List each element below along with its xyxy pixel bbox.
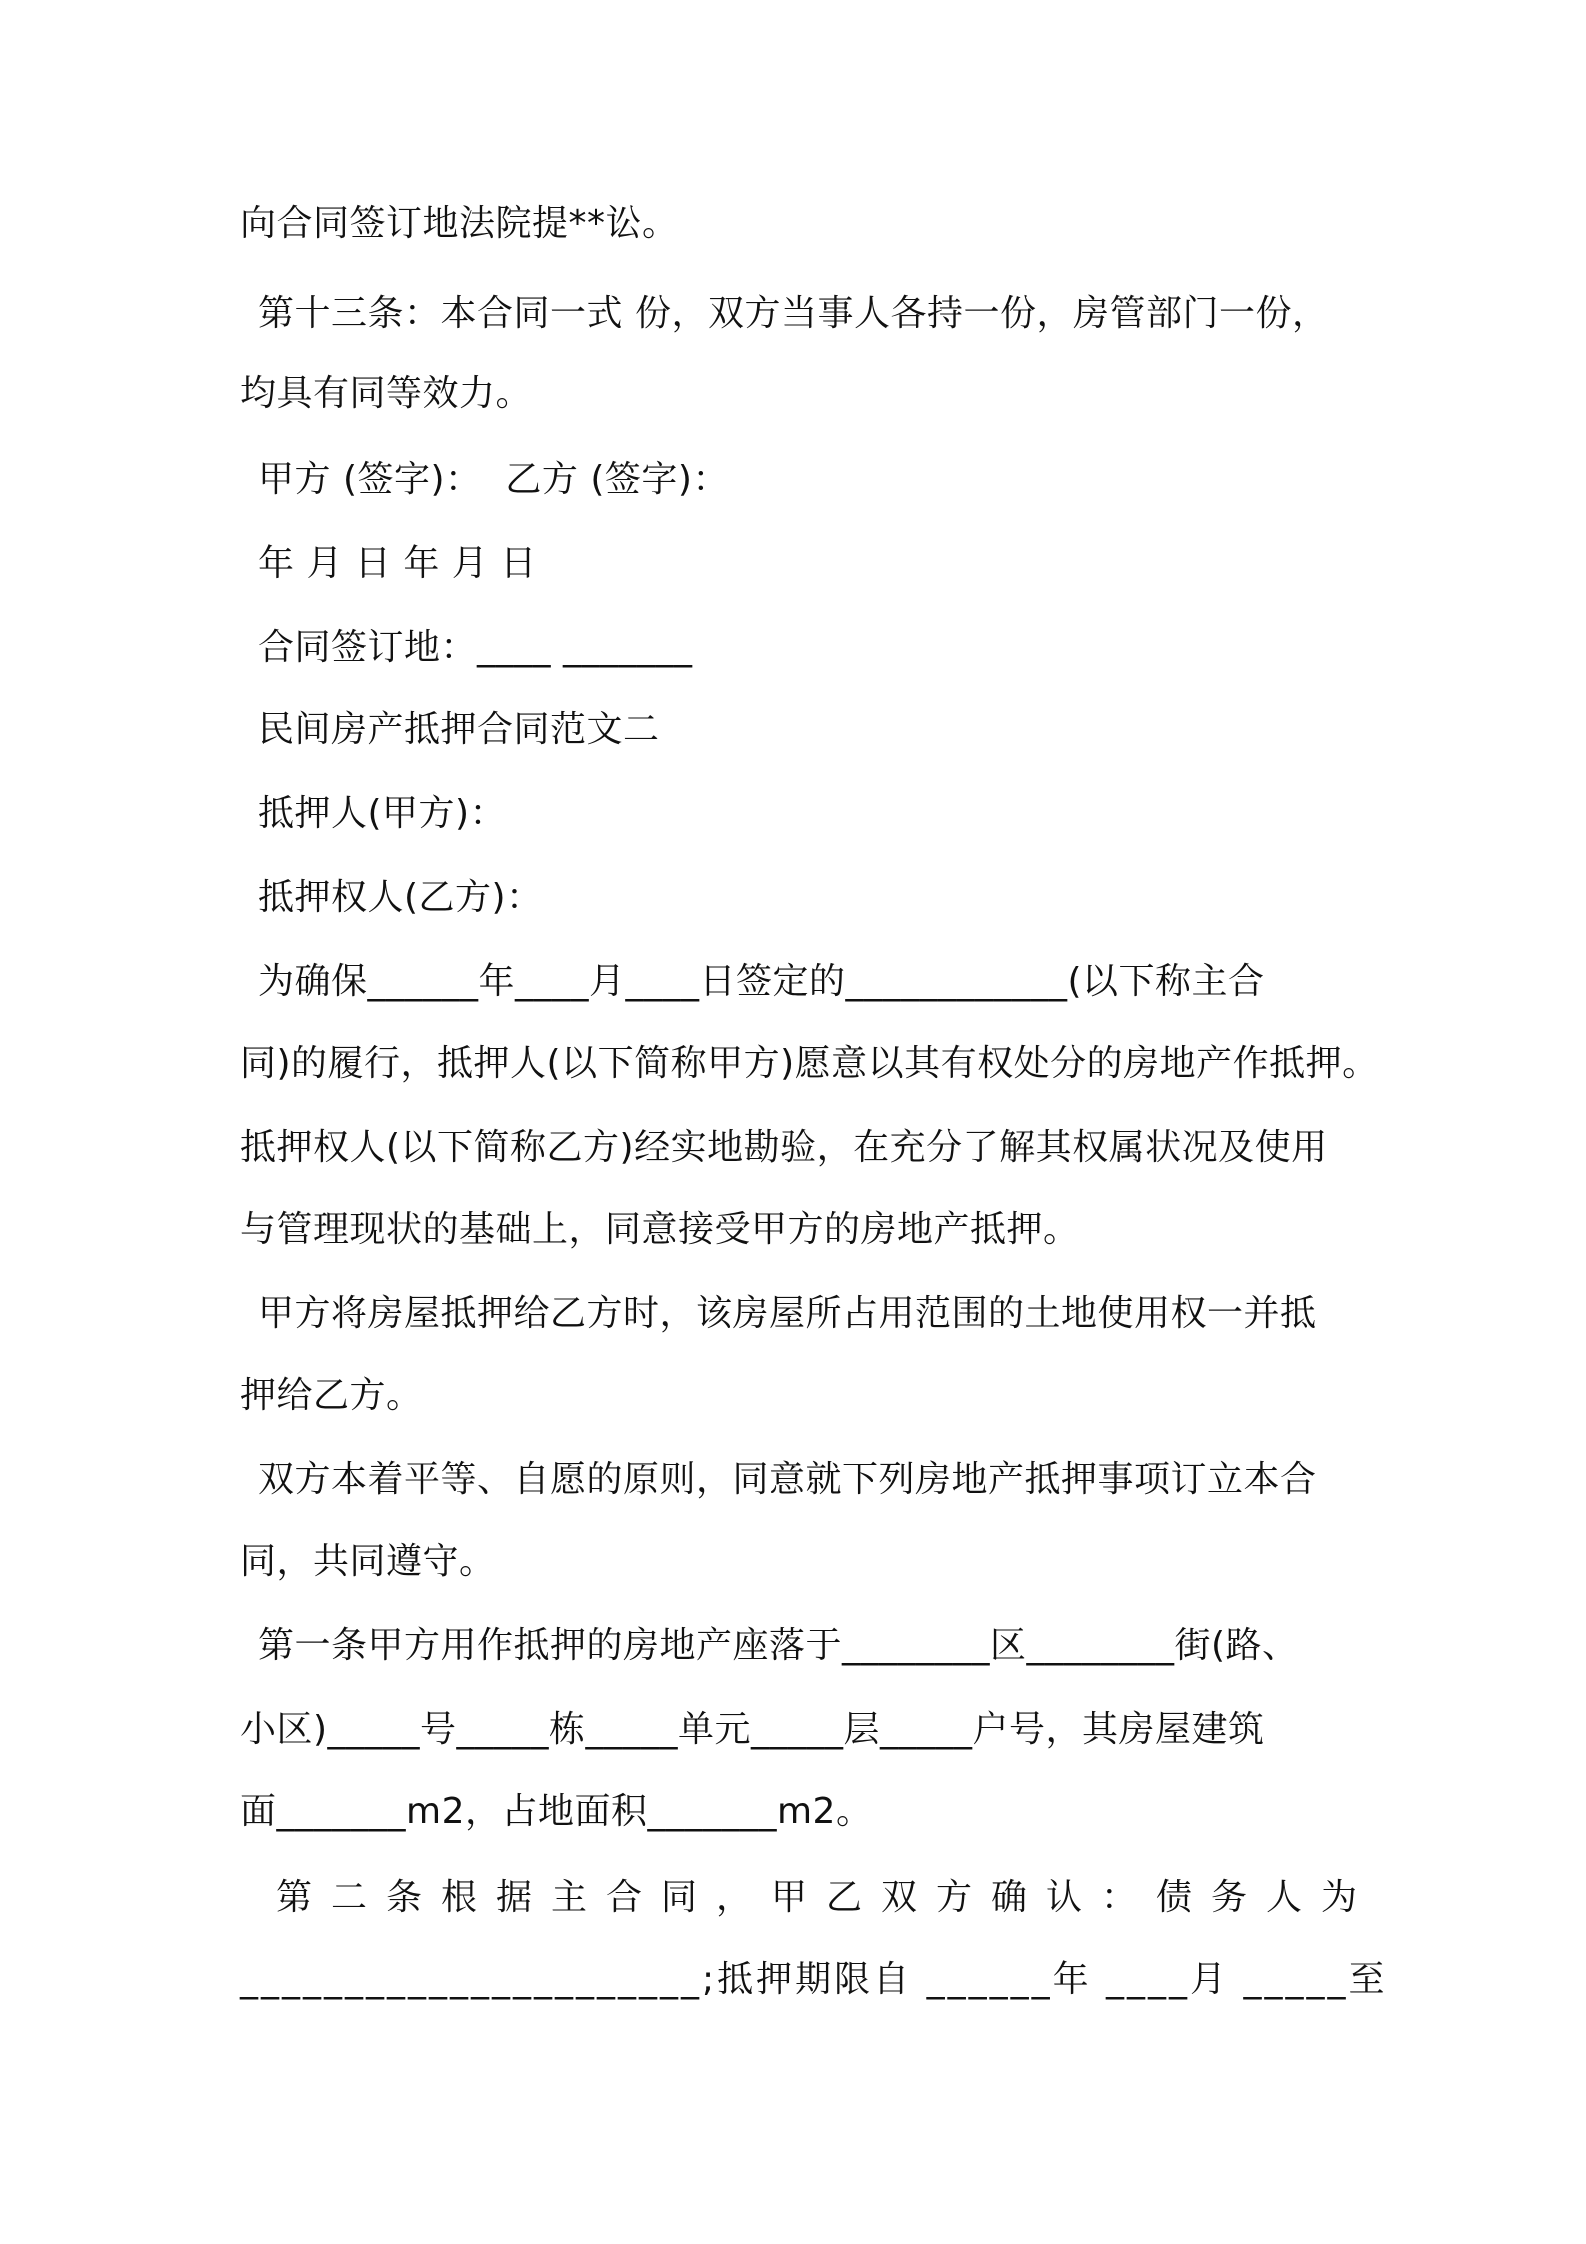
text-line: 抵押人(甲方)： — [258, 793, 507, 834]
text-line: 第二条根据主合同，甲乙双方确认：债务人为 — [276, 1877, 1377, 1918]
text-line: 为确保______年____月____日签定的____________(以下称主合 — [258, 961, 1265, 1002]
text-line: 年 月 日 年 月 日 — [258, 543, 537, 584]
text-line: 同，共同遵守。 — [240, 1541, 496, 1582]
text-line: 甲方 (签字)： 乙方 (签字)： — [258, 459, 729, 500]
text-line: 抵押权人(以下简称乙方)经实地勘验，在充分了解其权属状况及使用 — [240, 1127, 1328, 1168]
text-line: 同)的履行，抵押人(以下简称甲方)愿意以其有权处分的房地产作抵押。 — [240, 1043, 1379, 1084]
text-line: 向合同签订地法院提**讼。 — [240, 203, 679, 244]
text-line: ______________________;抵押期限自 ______年 ____月 _____至 — [240, 1959, 1388, 2000]
text-line: 甲方将房屋抵押给乙方时，该房屋所占用范围的土地使用权一并抵 — [258, 1293, 1317, 1334]
text-line: 合同签订地：____ _______ — [258, 627, 693, 668]
text-line: 小区)_____号_____栋_____单元_____层_____户号，其房屋建筑 — [240, 1709, 1265, 1750]
text-line: 第一条甲方用作抵押的房地产座落于________区________街(路、 — [258, 1625, 1299, 1666]
text-line: 与管理现状的基础上，同意接受甲方的房地产抵押。 — [240, 1209, 1080, 1250]
text-line: 均具有同等效力。 — [240, 373, 533, 414]
text-line: 押给乙方。 — [240, 1375, 423, 1416]
text-line: 面_______m2，占地面积_______m2。 — [240, 1791, 873, 1832]
section-title: 民间房产抵押合同范文二 — [258, 709, 660, 750]
text-line: 双方本着平等、自愿的原则，同意就下列房地产抵押事项订立本合 — [258, 1459, 1317, 1500]
text-line: 抵押权人(乙方)： — [258, 877, 543, 918]
text-line: 第十三条：本合同一式 份，双方当事人各持一份，房管部门一份， — [258, 293, 1329, 334]
